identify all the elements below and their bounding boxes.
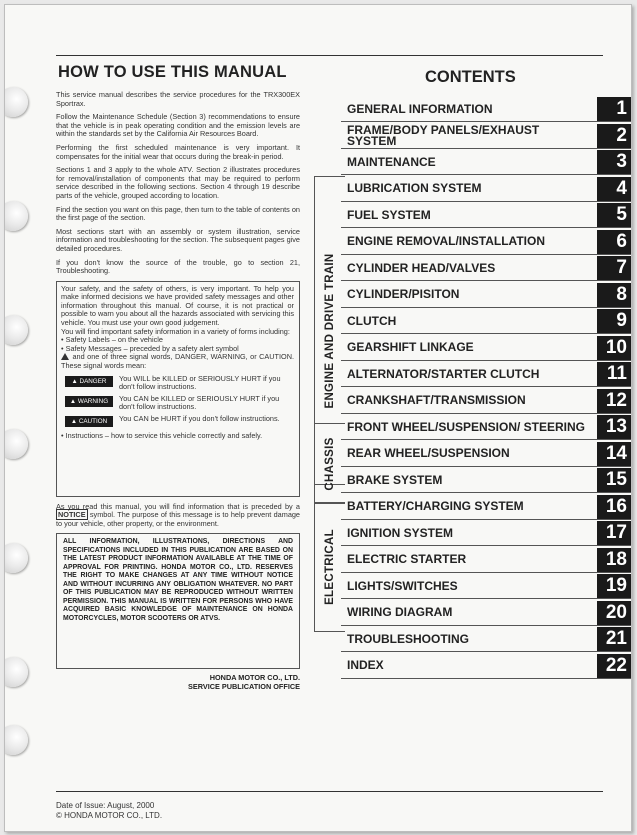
toc-item-label: GENERAL INFORMATION bbox=[347, 101, 493, 116]
toc-item[interactable] bbox=[341, 415, 631, 440]
toc-item-label: CYLINDER HEAD/VALVES bbox=[347, 260, 496, 275]
find-section-paragraph: Find the section you want on this page, then turn to the table of contents on the first page of the section. bbox=[56, 204, 300, 223]
bullet-safety-messages: • Safety Messages – preceded by a safety alert symbol and one of three signal words, DANGER, WARNING, or CAUTION. These signal words mean: bbox=[61, 343, 294, 371]
bullet-safety-labels: • Safety Labels – on the vehicle bbox=[61, 335, 163, 345]
toc-item[interactable] bbox=[341, 177, 631, 202]
toc-item-label: MAINTENANCE bbox=[347, 154, 436, 169]
company-name: HONDA MOTOR CO., LTD. bbox=[209, 673, 300, 683]
toc-item-label: ENGINE REMOVAL/INSTALLATION bbox=[347, 234, 545, 248]
toc-item-number: 10 bbox=[597, 336, 631, 360]
toc-item[interactable] bbox=[341, 362, 631, 387]
toc-item[interactable] bbox=[341, 654, 631, 679]
toc-item[interactable] bbox=[341, 230, 631, 255]
signal-caution bbox=[65, 415, 294, 427]
group-label-electrical: ELECTRICAL bbox=[324, 529, 336, 605]
binder-hole bbox=[4, 315, 28, 345]
toc-item[interactable] bbox=[341, 495, 631, 520]
binder-hole bbox=[4, 657, 28, 687]
toc-item-number: 16 bbox=[597, 495, 631, 519]
toc-item-label: CRANKSHAFT/TRANSMISSION bbox=[347, 393, 526, 407]
toc-item-number: 21 bbox=[597, 627, 631, 651]
section-start-paragraph: Most sections start with an assembly or system illustration, service information and troubleshooting for the section. The subsequent pages give detailed procedures. bbox=[56, 226, 300, 253]
legal-disclaimer: ALL INFORMATION, ILLUSTRATIONS, DIRECTIONS AND SPECIFICATIONS INCLUDED IN THIS PUBLICATION ARE BASED ON THE LATEST PRODUCT INFORMATION AVAILABLE AT THE TIME OF APPROVAL FOR PRINTING. HONDA MOTOR CO., LTD. RESERVES THE RIGHT TO MAKE CHANGES AT ANY TIME WITHOUT NOTICE AND WITHOUT INCURRING ANY OBLIGATION WHATEVER. NO PART OF THIS PUBLICATION MAY BE REPRODUCED WITHOUT WRITTEN PERMISSION. THIS MANUAL IS WRITTEN FOR PERSONS WHO HAVE ACQUIRED BASIC KNOWLEDGE OF MAINTENANCE ON HONDA MOTORCYCLES, MOTOR SCOOTERS OR ATVS. bbox=[56, 533, 300, 669]
caution-text: You CAN be HURT if you don't follow instructions. bbox=[119, 413, 280, 423]
safety-intro: Your safety, and the safety of others, is very important. To help you make informed decisions we have provided safety messages and other information throughout this manual. Of course, it is not practical or possible to warn you about all the hazards associated with servicing this vehicle. You must use your own good judgement. bbox=[61, 283, 294, 328]
warning-badge: ▲ WARNING bbox=[65, 396, 113, 407]
how-to-use-section bbox=[56, 63, 300, 691]
toc-item-number: 20 bbox=[597, 601, 631, 625]
danger-badge: ▲ DANGER bbox=[65, 376, 113, 387]
toc-item[interactable] bbox=[341, 336, 631, 361]
toc-item-number: 8 bbox=[597, 283, 631, 307]
manual-page bbox=[4, 4, 632, 832]
toc-item[interactable] bbox=[341, 442, 631, 467]
toc-item-label: LUBRICATION SYSTEM bbox=[347, 181, 482, 195]
toc-item[interactable] bbox=[341, 601, 631, 626]
group-label-chassis: CHASSIS bbox=[324, 436, 336, 491]
toc-item[interactable] bbox=[341, 468, 631, 493]
first-maintenance-paragraph: Performing the first scheduled maintenance is very important. It compensates for the initial wear that occurs during the break-in period. bbox=[56, 142, 300, 161]
toc-item-label: IGNITION SYSTEM bbox=[347, 525, 454, 540]
toc-item-label: BATTERY/CHARGING SYSTEM bbox=[347, 499, 524, 513]
toc-item-number: 12 bbox=[597, 389, 631, 413]
toc-item-number: 19 bbox=[597, 574, 631, 598]
top-rule bbox=[56, 55, 603, 56]
toc-item-number: 5 bbox=[597, 203, 631, 227]
notice-paragraph: As you read this manual, you will find information that is preceded by a NOTICE symbol. The purpose of this message is to help prevent damage to your vehicle, other property, or the environment. bbox=[56, 501, 300, 528]
bottom-rule bbox=[56, 791, 603, 792]
toc-item[interactable] bbox=[341, 627, 631, 652]
safety-box bbox=[56, 281, 300, 497]
toc-item[interactable] bbox=[341, 309, 631, 334]
toc-item-label: INDEX bbox=[347, 658, 384, 672]
toc-item-number: 22 bbox=[597, 654, 631, 678]
toc-item-number: 2 bbox=[597, 124, 631, 148]
toc-item-label: CYLINDER/PISITON bbox=[347, 287, 460, 301]
binder-hole bbox=[4, 725, 28, 755]
toc-item[interactable] bbox=[341, 256, 631, 281]
binder-hole bbox=[4, 543, 28, 573]
signal-warning bbox=[65, 395, 294, 411]
sections-paragraph: Sections 1 and 3 apply to the whole ATV. Section 2 illustrates procedures for removal/installation of components that may be required to perform service described in the following sections. Section 4 through 19 describe parts of the vehicle, grouped according to location. bbox=[56, 165, 300, 200]
toc-item-number: 15 bbox=[597, 468, 631, 492]
group-label-engine: ENGINE AND DRIVE TRAIN bbox=[324, 252, 336, 409]
issue-date: Date of Issue: August, 2000 bbox=[56, 801, 155, 810]
toc-item-label: FRONT WHEEL/SUSPENSION/ STEERING bbox=[347, 419, 586, 434]
toc-item-number: 17 bbox=[597, 521, 631, 545]
caution-badge: ▲ CAUTION bbox=[65, 416, 113, 427]
footer bbox=[56, 801, 162, 821]
toc-item[interactable] bbox=[341, 124, 631, 149]
toc-item-label: ALTERNATOR/STARTER CLUTCH bbox=[347, 366, 540, 381]
intro-paragraph: This service manual describes the service procedures for the TRX300EX Sportrax. bbox=[56, 90, 300, 108]
toc-item-number: 7 bbox=[597, 256, 631, 280]
toc-item-label: FUEL SYSTEM bbox=[347, 207, 431, 222]
toc-item-label: BRAKE SYSTEM bbox=[347, 472, 443, 487]
contents-title: CONTENTS bbox=[425, 68, 516, 86]
binder-hole bbox=[4, 87, 28, 117]
troubleshooting-paragraph: If you don't know the source of the trouble, go to section 21, Troubleshooting. bbox=[56, 257, 300, 276]
toc-item-number: 13 bbox=[597, 415, 631, 439]
toc-item-number: 4 bbox=[597, 177, 631, 201]
copyright: © HONDA MOTOR CO., LTD. bbox=[56, 811, 163, 820]
toc-item-label: REAR WHEEL/SUSPENSION bbox=[347, 446, 510, 460]
toc-item-number: 14 bbox=[597, 442, 631, 466]
publication-office: SERVICE PUBLICATION OFFICE bbox=[187, 682, 300, 692]
danger-text: You WILL be KILLED or SERIOUSLY HURT if you don't follow instructions. bbox=[119, 373, 281, 391]
toc-item[interactable] bbox=[341, 283, 631, 308]
binder-hole bbox=[4, 201, 28, 231]
toc-item-number: 18 bbox=[597, 548, 631, 572]
toc-item-label: LIGHTS/SWITCHES bbox=[347, 578, 458, 593]
toc-item-label: GEARSHIFT LINKAGE bbox=[347, 340, 474, 354]
safety-alert-icon bbox=[61, 353, 69, 360]
safety-intro-2: You will find important safety information in a variety of forms including: bbox=[61, 326, 290, 336]
bullet-instructions: • Instructions – how to service this vehicle correctly and safely. bbox=[61, 430, 263, 440]
warning-text: You CAN be KILLED or SERIOUSLY HURT if you don't follow instructions. bbox=[119, 393, 280, 411]
signal-danger bbox=[65, 375, 294, 391]
toc-item[interactable] bbox=[341, 203, 631, 228]
notice-symbol: NOTICE bbox=[58, 510, 86, 520]
toc-item[interactable] bbox=[341, 521, 631, 546]
toc-item-label: WIRING DIAGRAM bbox=[347, 605, 453, 619]
toc-item[interactable] bbox=[341, 150, 631, 175]
toc-item-number: 9 bbox=[597, 309, 631, 333]
toc-item[interactable] bbox=[341, 97, 631, 122]
toc-item-number: 3 bbox=[597, 150, 631, 174]
toc-item-label: CLUTCH bbox=[347, 313, 397, 328]
section-title: HOW TO USE THIS MANUAL bbox=[58, 63, 287, 81]
toc-item-label: ELECTRIC STARTER bbox=[347, 552, 467, 566]
toc-item-label: FRAME/BODY PANELS/EXHAUST SYSTEM bbox=[347, 122, 540, 148]
toc-item-label: TROUBLESHOOTING bbox=[347, 631, 469, 646]
toc-item-number: 11 bbox=[597, 362, 631, 386]
toc-item[interactable] bbox=[341, 574, 631, 599]
toc-item-number: 1 bbox=[597, 97, 631, 121]
toc-item[interactable] bbox=[341, 389, 631, 414]
maintenance-paragraph: Follow the Maintenance Schedule (Section 3) recommendations to ensure that the vehicle is in peak operating condition and the emission levels are within the standards set by the California Air Resources Board. bbox=[56, 112, 300, 139]
toc-item[interactable] bbox=[341, 548, 631, 573]
binder-hole bbox=[4, 429, 28, 459]
toc-item-number: 6 bbox=[597, 230, 631, 254]
